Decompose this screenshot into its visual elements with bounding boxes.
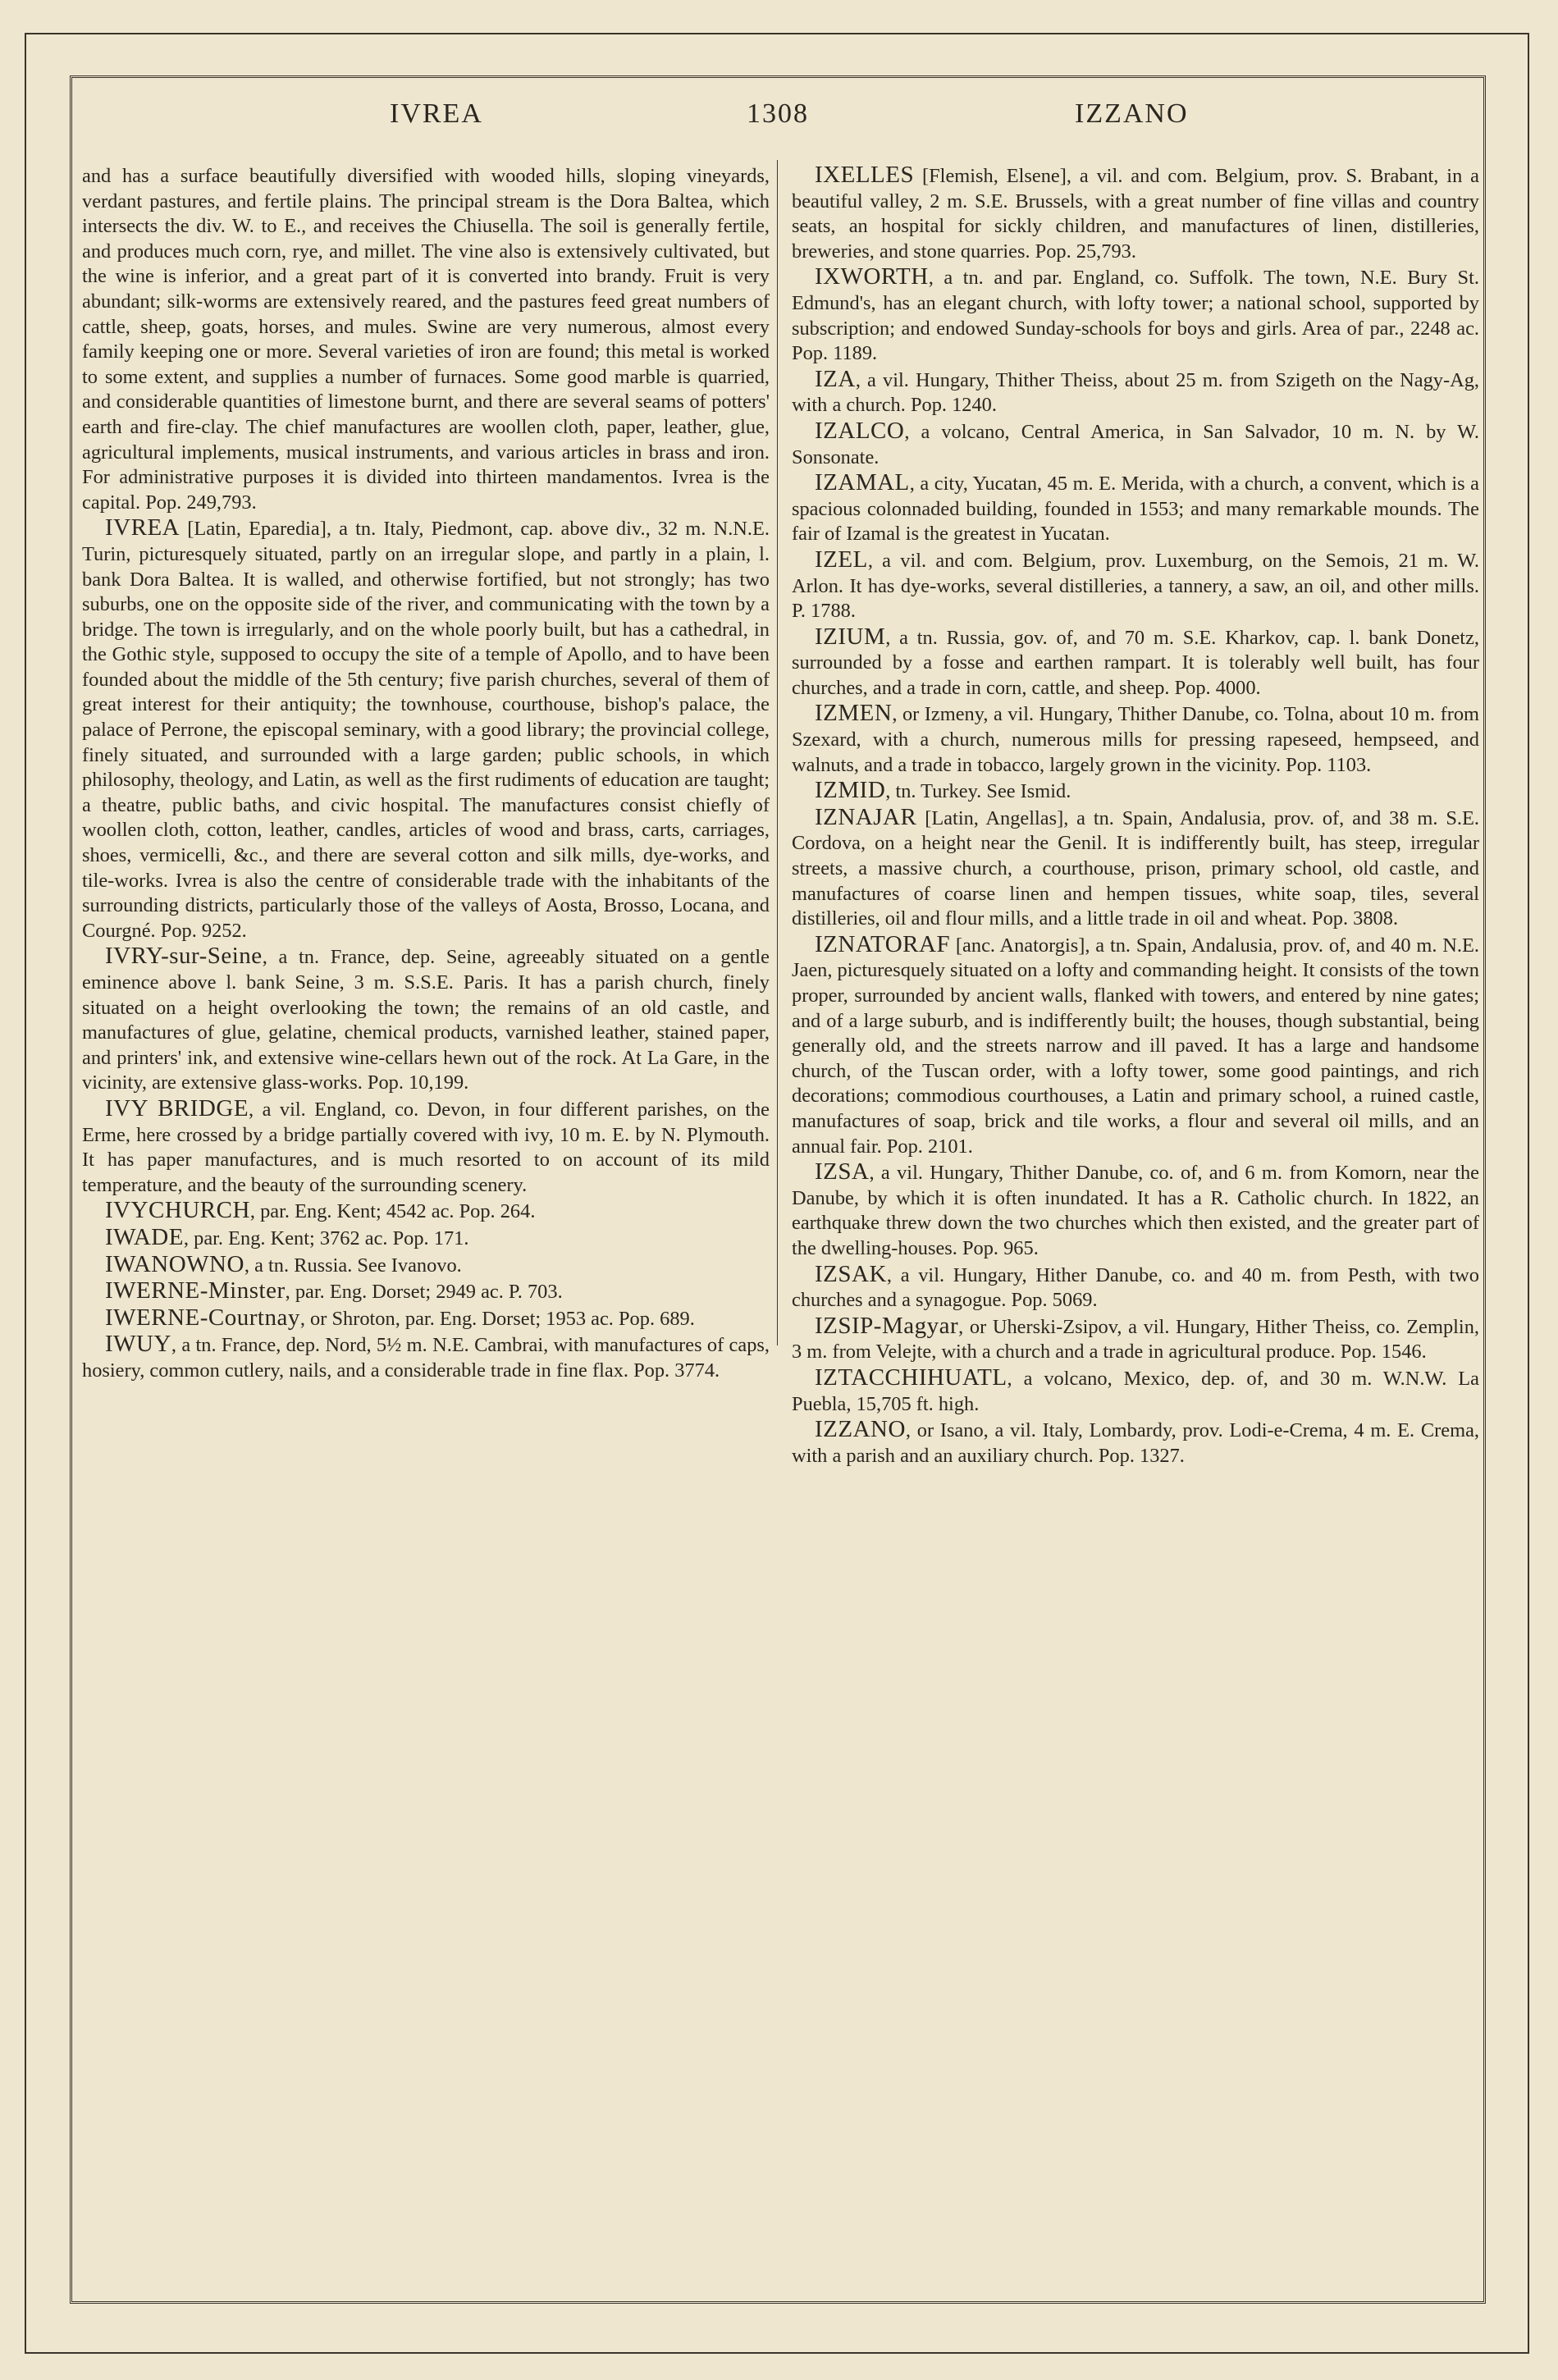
- gazetteer-entry: IZIUM, a tn. Russia, gov. of, and 70 m. S.E. Kharkov, cap. l. bank Donetz, surrounded by a fosse and earthen rampart. It is tolerably well built, has four churches, and a trade in corn, cattle, and sheep. Pop. 4000.: [792, 623, 1479, 699]
- header-last-word: IZZANO: [1075, 98, 1189, 129]
- gazetteer-entry: IVREA [Latin, Eparedia], a tn. Italy, Piedmont, cap. above div., 32 m. N.N.E. Turin, picturesquely situated, partly on an irregular slope, and partly in a plain, l. bank Dora Baltea. It is walled, and otherwise fortified, but not strongly; has two suburbs, one on the opposite side of the river, and communicating with the town by a bridge. The town is irregularly, and on the whole poorly built, but has a cathedral, in the Gothic style, supposed to occupy the site of a temple of Apollo, and to have been founded about the middle of the 5th century; five parish churches, several of them of great interest for their antiquity; the townhouse, courthouse, bishop's palace, the palace of Perrone, the episcopal seminary, with a good library; the provincial college, finely situated, and surrounded with a large garden; public schools, in which philosophy, theology, and Latin, as well as the first rudiments of education are taught; a theatre, public baths, and civic hospital. The manufactures consist chiefly of woollen cloth, cotton, leather, candles, articles of wood and brass, carts, carriages, shoes, vermicelli, &c., and there are several cotton and silk mills, dye-works, and tile-works. Ivrea is also the centre of considerable trade with the inhabitants of the surrounding districts, particularly those of the valleys of Aosta, Brosso, Locana, and Courgné. Pop. 9252.: [82, 514, 770, 942]
- gazetteer-entry: IZSAK, a vil. Hungary, Hither Danube, co. and 40 m. from Pesth, with two churches and a synagogue. Pop. 5069.: [792, 1260, 1479, 1312]
- gazetteer-entry: IWERNE-Minster, par. Eng. Dorset; 2949 ac. P. 703.: [105, 1277, 563, 1304]
- header-first-word: IVREA: [390, 98, 483, 129]
- gazetteer-entry: IZSIP-Magyar, or Uherski-Zsipov, a vil. Hungary, Hither Theiss, co. Zemplin, 3 m. from Velejte, with a church and a trade in agricultural produce. Pop. 1546.: [792, 1312, 1479, 1364]
- right-column: [792, 162, 1479, 1469]
- left-column: [82, 162, 770, 1384]
- gazetteer-entry: IZA, a vil. Hungary, Thither Theiss, about 25 m. from Szigeth on the Nagy-Ag, with a church. Pop. 1240.: [792, 365, 1479, 417]
- gazetteer-entry: IZTACCHIHUATL, a volcano, Mexico, dep. of, and 30 m. W.N.W. La Puebla, 15,705 ft. high.: [792, 1364, 1479, 1415]
- gazetteer-entry: IZMID, tn. Turkey. See Ismid.: [815, 777, 1071, 804]
- gazetteer-entry: and has a surface beautifully diversified with wooded hills, sloping vineyards, verdant pastures, and fertile plains. The principal stream is the Dora Baltea, which intersects the div. W. to E., and receives the Chiusella. The soil is generally fertile, and produces much corn, rye, and millet. The vine also is extensively cultivated, but the wine is inferior, and a great part of it is converted into brandy. Fruit is very abundant; silk-worms are extensively reared, and the pastures feed great numbers of cattle, sheep, goats, horses, and mules. Swine are very numerous, almost every family keeping one or more. Several varieties of iron are found; this metal is worked to some extent, and supplies a number of furnaces. Some good marble is quarried, and considerable quantities of limestone burnt, and there are several seams of potters' earth and fire-clay. The chief manufactures are woollen cloth, paper, leather, glue, agricultural implements, musical instruments, and various articles in brass and iron. For administrative purposes it is divided into thirteen mandamentos. Ivrea is the capital. Pop. 249,793.: [82, 165, 770, 514]
- gazetteer-entry: IXELLES [Flemish, Elsene], a vil. and com. Belgium, prov. S. Brabant, in a beautiful valley, 2 m. S.E. Brussels, with a great number of fine villas and country seats, an hospital for sickly children, and manufactures of linen, distilleries, breweries, and stone quarries. Pop. 25,793.: [792, 162, 1479, 263]
- gazetteer-entry: IVY BRIDGE, a vil. England, co. Devon, in four different parishes, on the Erme, here crossed by a bridge partially covered with ivy, 10 m. E. by N. Plymouth. It has paper manufactures, and is much resorted to on account of its mild temperature, and the beauty of the surrounding scenery.: [82, 1094, 770, 1196]
- gazetteer-entry: IXWORTH, a tn. and par. England, co. Suffolk. The town, N.E. Bury St. Edmund's, has an elegant church, with lofty tower; a national school, supported by subscription; and endowed Sunday-schools for boys and girls. Area of par., 2248 ac. Pop. 1189.: [792, 263, 1479, 365]
- gazetteer-entry: IZMEN, or Izmeny, a vil. Hungary, Thither Danube, co. Tolna, about 10 m. from Szexard, with a church, numerous mills for pressing rapeseed, hempseed, and walnuts, and a trade in tobacco, largely grown in the vicinity. Pop. 1103.: [792, 700, 1479, 776]
- gazetteer-entry: IVRY-sur-Seine, a tn. France, dep. Seine, agreeably situated on a gentle eminence above l. bank Seine, 3 m. S.S.E. Paris. It has a parish church, finely situated on a height overlooking the town; the remains of an old castle, and manufactures of glue, gelatine, chemical products, varnished leather, stained paper, and printers' ink, and extensive wine-cellars hewn out of the rock. At La Gare, in the vicinity, are extensive glass-works. Pop. 10,199.: [82, 943, 770, 1094]
- gazetteer-entry: IZNAJAR [Latin, Angellas], a tn. Spain, Andalusia, prov. of, and 38 m. S.E. Cordova, on a height near the Genil. It is indifferently built, has steep, irregular streets, a massive church, a courthouse, prison, primary school, old castle, and manufactures of coarse linen and hempen tissues, white soap, tiles, several distilleries, oil and flour mills, and a little trade in oil and wheat. Pop. 3808.: [792, 803, 1479, 930]
- gazetteer-entry: IZSA, a vil. Hungary, Thither Danube, co. of, and 6 m. from Komorn, near the Danube, by which it is often inundated. It has a R. Catholic church. In 1822, an earthquake threw down the two churches which then existed, and the greater part of the dwelling-houses. Pop. 965.: [792, 1158, 1479, 1259]
- gazetteer-entry: IWERNE-Courtnay, or Shroton, par. Eng. Dorset; 1953 ac. Pop. 689.: [105, 1304, 695, 1331]
- gazetteer-entry: IZNATORAF [anc. Anatorgis], a tn. Spain, Andalusia, prov. of, and 40 m. N.E. Jaen, picturesquely situated on a lofty and commanding height. It consists of the town proper, surrounded by ancient walls, flanked with towers, and entered by nine gates; and of a large suburb, and is indifferently built; the houses, though substantial, being generally old, and the streets narrow and ill paved. It has a large and handsome church, of the Tuscan order, with a lofty tower, some good paintings, and rich decorations; commodious courthouses, a Latin and primary school, a ruined castle, manufactures of soap, brick and tile works, a flour and several oil mills, and an annual fair. Pop. 2101.: [792, 930, 1479, 1158]
- running-header: [74, 98, 1477, 148]
- gazetteer-entry: IZALCO, a volcano, Central America, in San Salvador, 10 m. N. by W. Sonsonate.: [792, 417, 1479, 468]
- gazetteer-entry: IWUY, a tn. France, dep. Nord, 5½ m. N.E. Cambrai, with manufactures of caps, hosiery, common cutlery, nails, and a considerable trade in fine flax. Pop. 3774.: [82, 1331, 770, 1382]
- column-rule: [777, 160, 778, 1345]
- gazetteer-entry: IZAMAL, a city, Yucatan, 45 m. E. Merida, with a church, a convent, which is a spacious colonnaded building, founded in 1553; and many remarkable mounds. The fair of Izamal is the greatest in Yucatan.: [792, 469, 1479, 546]
- gazetteer-entry: IVYCHURCH, par. Eng. Kent; 4542 ac. Pop. 264.: [105, 1197, 536, 1224]
- gazetteer-entry: IWADE, par. Eng. Kent; 3762 ac. Pop. 171.: [105, 1223, 469, 1250]
- gazetteer-entry: IZZANO, or Isano, a vil. Italy, Lombardy, prov. Lodi-e-Crema, 4 m. E. Crema, with a parish and an auxiliary church. Pop. 1327.: [792, 1416, 1479, 1467]
- gazetteer-entry: IWANOWNO, a tn. Russia. See Ivanovo.: [105, 1250, 462, 1277]
- page-number: 1308: [747, 98, 809, 129]
- gazetteer-entry: IZEL, a vil. and com. Belgium, prov. Luxemburg, on the Semois, 21 m. W. Arlon. It has dye-works, several distilleries, a tannery, a saw, an oil, and other mills. P. 1788.: [792, 546, 1479, 623]
